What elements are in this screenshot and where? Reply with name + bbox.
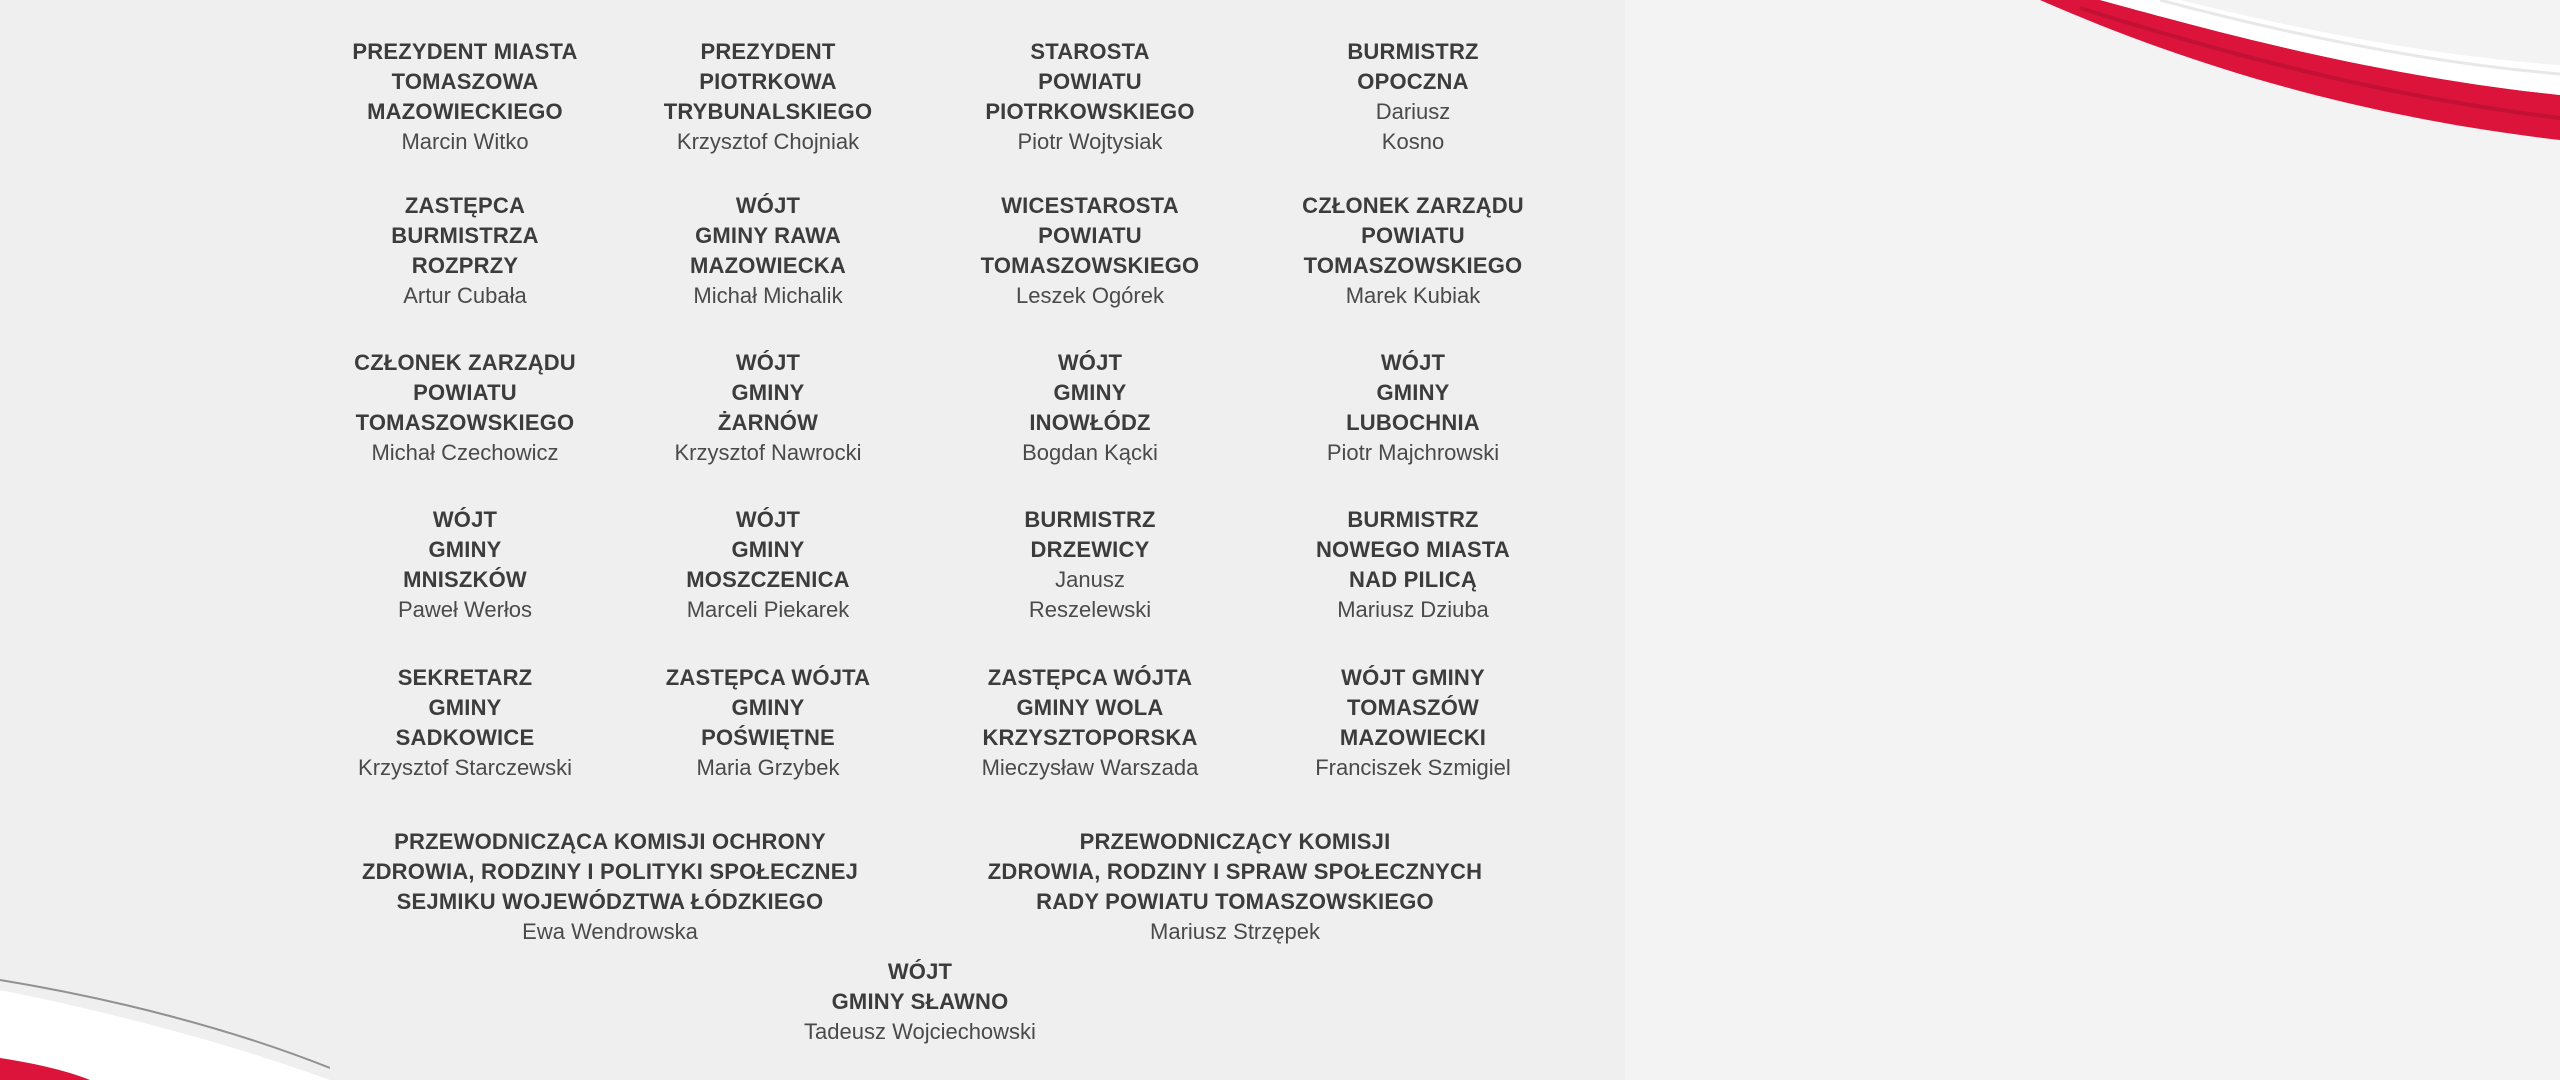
role-line: WÓJT	[887, 959, 953, 984]
official-role	[690, 957, 1150, 1017]
role-line: RADY POWIATU TOMASZOWSKIEGO	[1036, 889, 1434, 914]
official-name: Michał Czechowicz	[371, 440, 559, 465]
role-line: NAD PILICĄ	[1349, 567, 1477, 592]
official-entry	[335, 505, 595, 625]
role-line: MNISZKÓW	[403, 567, 527, 592]
official-entry	[960, 505, 1220, 625]
official-name: Mariusz Strzępek	[1150, 919, 1320, 944]
role-line: WÓJT GMINY	[1341, 665, 1485, 690]
role-line: PIOTRKOWSKIEGO	[985, 99, 1195, 124]
official-entry	[335, 37, 595, 157]
role-line: TOMASZOWSKIEGO	[1303, 253, 1523, 278]
role-line: ROZPRZY	[411, 253, 519, 278]
official-entry	[638, 191, 898, 311]
official-entry	[1283, 37, 1543, 157]
role-line: STAROSTA	[1030, 39, 1150, 64]
official-name: Mariusz Dziuba	[1337, 597, 1489, 622]
official-role	[1283, 37, 1543, 97]
official-entry	[638, 37, 898, 157]
role-line: GMINY	[731, 537, 805, 562]
official-name: Franciszek Szmigiel	[1315, 755, 1511, 780]
official-name: Marcin Witko	[401, 129, 529, 154]
official-role	[335, 505, 595, 595]
official-name: Ewa Wendrowska	[522, 919, 698, 944]
role-line: POWIATU	[1038, 223, 1142, 248]
role-line: MOSZCZENICA	[686, 567, 850, 592]
role-line: PREZYDENT	[700, 39, 836, 64]
official-role	[335, 37, 595, 127]
official-entry	[335, 191, 595, 311]
official-role	[945, 827, 1525, 917]
official-entry	[690, 957, 1150, 1047]
official-entry	[1283, 191, 1543, 311]
official-role	[638, 37, 898, 127]
official-role	[1283, 663, 1543, 753]
role-line: MAZOWIECKA	[690, 253, 846, 278]
role-line: GMINY	[428, 695, 502, 720]
role-line: MAZOWIECKIEGO	[367, 99, 563, 124]
official-role	[960, 348, 1220, 438]
official-name: Krzysztof Chojniak	[676, 129, 860, 154]
role-line: OPOCZNA	[1357, 69, 1469, 94]
role-line: PIOTRKOWA	[699, 69, 837, 94]
official-name: Krzysztof Starczewski	[358, 755, 572, 780]
role-line: TOMASZOWSKIEGO	[980, 253, 1200, 278]
role-line: SADKOWICE	[395, 725, 535, 750]
official-entry	[638, 348, 898, 468]
official-name: Piotr Wojtysiak	[1017, 129, 1163, 154]
official-name: Artur Cubała	[403, 283, 527, 308]
role-line: GMINY	[1376, 380, 1450, 405]
role-line: PREZYDENT MIASTA	[352, 39, 578, 64]
role-line: WÓJT	[735, 507, 801, 532]
role-line: ZDROWIA, RODZINY I POLITYKI SPOŁECZNEJ	[361, 859, 859, 884]
official-entry	[960, 663, 1220, 783]
role-line: BURMISTRZA	[391, 223, 539, 248]
official-name: Leszek Ogórek	[1016, 283, 1164, 308]
role-line: BURMISTRZ	[1024, 507, 1156, 532]
official-name: Michał Michalik	[693, 283, 843, 308]
role-line: KRZYSZTOPORSKA	[982, 725, 1198, 750]
role-line: ZASTĘPCA WÓJTA	[987, 665, 1193, 690]
official-name: Mieczysław Warszada	[981, 755, 1199, 780]
role-line: LUBOCHNIA	[1346, 410, 1480, 435]
official-role	[1283, 505, 1543, 595]
official-role	[335, 663, 595, 753]
role-line: CZŁONEK ZARZĄDU	[1302, 193, 1524, 218]
role-line: TOMASZOWA	[391, 69, 539, 94]
role-line: GMINY RAWA	[695, 223, 841, 248]
official-name: Bogdan Kącki	[1022, 440, 1158, 465]
official-role	[1283, 348, 1543, 438]
official-entry	[960, 348, 1220, 468]
official-entry	[638, 663, 898, 783]
official-name: Dariusz	[1375, 99, 1451, 124]
official-role	[638, 505, 898, 595]
official-entry	[960, 37, 1220, 157]
role-line: ZDROWIA, RODZINY I SPRAW SPOŁECZNYCH	[987, 859, 1483, 884]
official-role	[335, 191, 595, 281]
official-entry	[335, 663, 595, 783]
role-line: DRZEWICY	[1030, 537, 1150, 562]
official-entry	[1283, 505, 1543, 625]
official-entry	[1283, 348, 1543, 468]
official-entry	[320, 827, 900, 947]
role-line: POWIATU	[1361, 223, 1465, 248]
role-line: INOWŁÓDZ	[1029, 410, 1151, 435]
role-line: BURMISTRZ	[1347, 507, 1479, 532]
official-entry	[1283, 663, 1543, 783]
official-name: Janusz	[1055, 567, 1125, 592]
role-line: TOMASZÓW	[1347, 695, 1479, 720]
role-line: TOMASZOWSKIEGO	[355, 410, 575, 435]
role-line: POWIATU	[413, 380, 517, 405]
official-role	[320, 827, 900, 917]
official-role	[335, 348, 595, 438]
official-role	[1283, 191, 1543, 281]
official-role	[638, 663, 898, 753]
official-role	[638, 348, 898, 438]
role-line: POWIATU	[1038, 69, 1142, 94]
role-line: ZASTĘPCA	[404, 193, 526, 218]
role-line: PRZEWODNICZĄCY KOMISJI	[1079, 829, 1391, 854]
role-line: CZŁONEK ZARZĄDU	[354, 350, 576, 375]
official-name: Maria Grzybek	[696, 755, 840, 780]
role-line: WÓJT	[735, 193, 801, 218]
official-role	[960, 505, 1220, 565]
role-line: POŚWIĘTNE	[701, 725, 835, 750]
role-line: WÓJT	[1380, 350, 1446, 375]
official-name: Krzysztof Nawrocki	[674, 440, 862, 465]
role-line: WÓJT	[432, 507, 498, 532]
role-line: SEKRETARZ	[397, 665, 533, 690]
official-role	[960, 37, 1220, 127]
official-entry	[335, 348, 595, 468]
role-line: GMINY WOLA	[1016, 695, 1164, 720]
official-name: Paweł Werłos	[397, 597, 533, 622]
official-role	[638, 191, 898, 281]
role-line: TRYBUNALSKIEGO	[663, 99, 873, 124]
role-line: ŻARNÓW	[717, 410, 819, 435]
role-line: PRZEWODNICZĄCA KOMISJI OCHRONY	[394, 829, 826, 854]
role-line: GMINY	[731, 380, 805, 405]
role-line: MAZOWIECKI	[1339, 725, 1487, 750]
official-name: Tadeusz Wojciechowski	[804, 1019, 1036, 1044]
role-line: SEJMIKU WOJEWÓDZTWA ŁÓDZKIEGO	[396, 889, 824, 914]
role-line: NOWEGO MIASTA	[1315, 537, 1511, 562]
official-entry	[960, 191, 1220, 311]
official-name: Reszelewski	[1028, 597, 1152, 622]
role-line: WICESTAROSTA	[1001, 193, 1179, 218]
role-line: WÓJT	[1057, 350, 1123, 375]
role-line: WÓJT	[735, 350, 801, 375]
role-line: ZASTĘPCA WÓJTA	[665, 665, 871, 690]
official-entry	[945, 827, 1525, 947]
official-role	[960, 663, 1220, 753]
role-line: BURMISTRZ	[1347, 39, 1479, 64]
role-line: GMINY SŁAWNO	[831, 989, 1009, 1014]
official-name: Piotr Majchrowski	[1326, 440, 1500, 465]
role-line: GMINY	[1053, 380, 1127, 405]
official-name: Kosno	[1381, 129, 1445, 154]
role-line: GMINY	[428, 537, 502, 562]
official-entry	[638, 505, 898, 625]
blank-panel	[1625, 0, 2560, 1080]
official-role	[960, 191, 1220, 281]
role-line: GMINY	[731, 695, 805, 720]
official-name: Marek Kubiak	[1345, 283, 1481, 308]
official-name: Marceli Piekarek	[686, 597, 850, 622]
